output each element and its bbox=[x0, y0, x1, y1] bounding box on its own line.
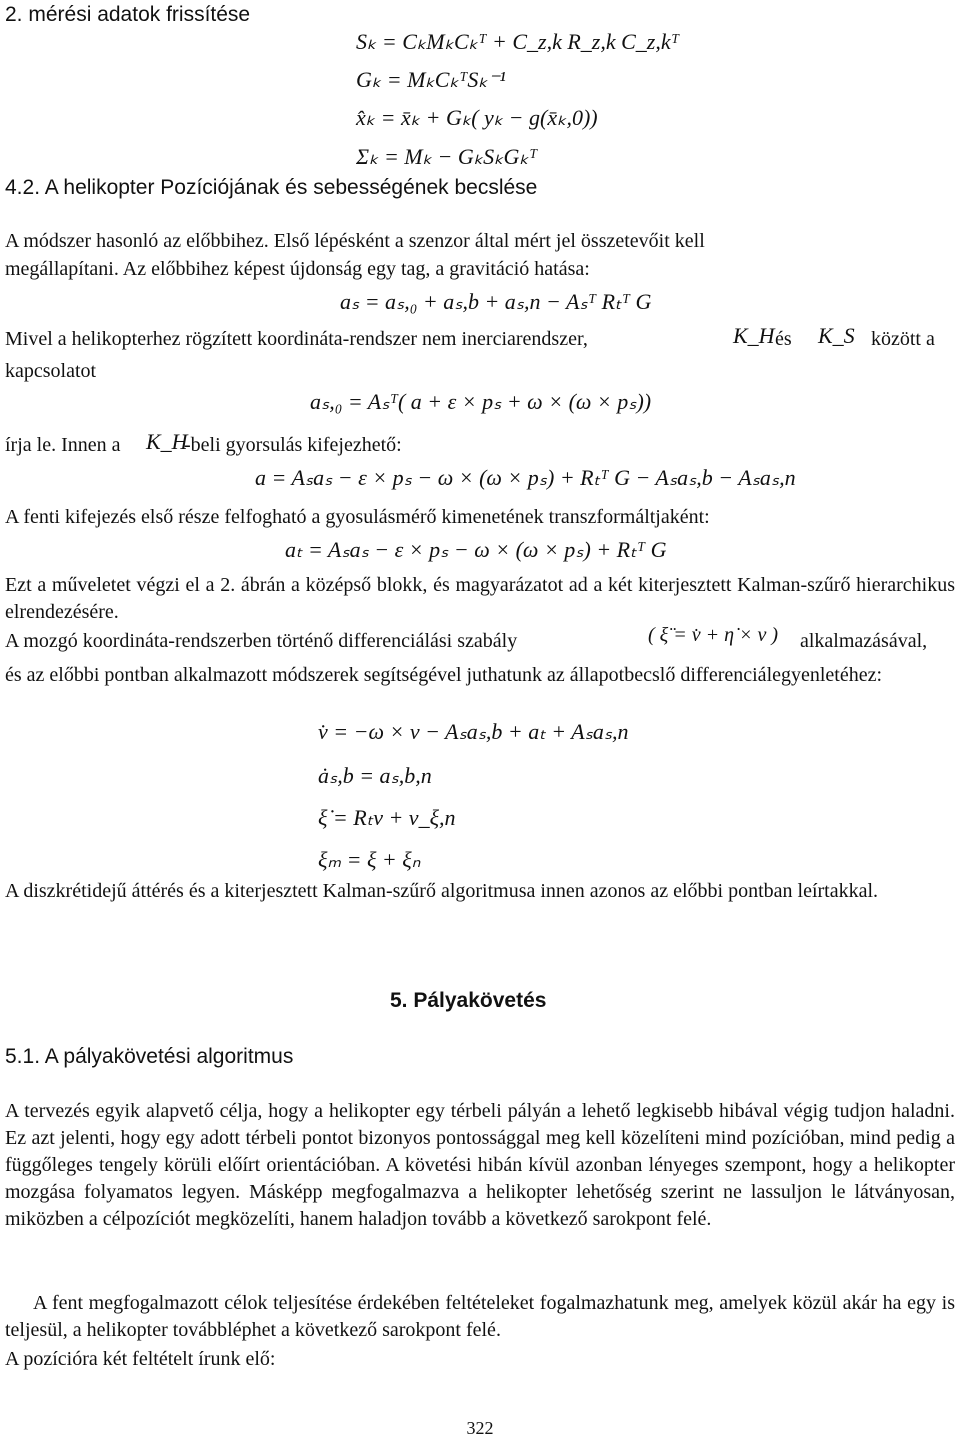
paragraph-diff-rule-rest: és az előbbi pontban alkalmazott módszerek segítségével juthatunk az állapotbecslő differenciálegyenletéhez: bbox=[5, 664, 883, 686]
paragraph-expression-b: -beli gyorsulás kifejezhető: bbox=[184, 434, 402, 456]
paragraph-frame-line1-b: és bbox=[775, 328, 792, 350]
equation-velocity-derivative: v̇ = −ω × v − Aₛaₛ,b + aₜ + Aₛaₛ,n bbox=[318, 719, 629, 744]
paragraph-method-line1: A módszer hasonló az előbbihez. Első lépésként a szenzor által mért jel összetevőit kell bbox=[5, 230, 705, 252]
paragraph-diff-rule-b: alkalmazásával, bbox=[800, 630, 928, 652]
equation-covariance-update: Σₖ = Mₖ − GₖSₖGₖᵀ bbox=[356, 144, 538, 169]
equation-diff-rule: ( ξ̈ = v̇ + η̇ × v ) bbox=[648, 624, 779, 646]
equation-innovation-covariance: Sₖ = CₖMₖCₖᵀ + C_z,k R_z,k C_z,kᵀ bbox=[356, 29, 680, 54]
paragraph-conditions: A fent megfogalmazott célok teljesítése érdekében feltételeket fogalmazhatunk meg, amelyek közül akár ha egy is teljesül, a helikopter továbbléphet a következő sarokpont felé. bbox=[5, 1292, 955, 1341]
paragraph-position-conditions: A pozícióra két feltételt írunk elő: bbox=[5, 1348, 276, 1370]
paragraph-discrete: A diszkrétidejű áttérés és a kiterjesztett Kalman-szűrő algoritmusa innen azonos az előbbi pontban leírtakkal. bbox=[5, 880, 879, 902]
equation-state-update: x̂ₖ = x̄ₖ + Gₖ( yₖ − g(x̄ₖ,0)) bbox=[356, 105, 598, 130]
equation-position-derivative: ξ̇ = Rₜv + v_ξ,n bbox=[318, 805, 456, 830]
symbol-kh-2: K_H bbox=[146, 429, 188, 454]
section-heading-5: 5. Pályakövetés bbox=[390, 989, 547, 1012]
paragraph-design-goal: A tervezés egyik alapvető célja, hogy a helikopter egy térbeli pályán a lehető legkisebb hibával végig tudjon haladni. Ez azt jelenti, hogy egy adott térbeli pontot bizonyos pontossággal meg kell közelíteni mind pozícióban, mind pedig a függőleges tengely körüli előírt orientációban. A követési hibán kívül azonban lényeges szempont, hogy a helikopter mozgása folyamatos legyen. Másképp megfogalmazva a helikopter lehetőség szerint ne lassuljon le látványosan, miközben a célpozíciót megközelíti, hanem haladjon tovább a következő sarokpont felé. bbox=[5, 1100, 955, 1230]
symbol-kh: K_H bbox=[733, 323, 775, 348]
paragraph-diff-rule-a: A mozgó koordináta-rendszerben történő differenciálási szabály bbox=[5, 630, 518, 652]
equation-bias-derivative: ȧₛ,b = aₛ,b,n bbox=[318, 763, 432, 788]
paragraph-transform: A fenti kifejezés első része felfogható a gyosulásmérő kimenetének transzformáltjaként: bbox=[5, 506, 710, 528]
section-heading-4-2: 4.2. A helikopter Pozíciójának és sebességének becslése bbox=[5, 176, 538, 199]
equation-accelerometer-transform: aₜ = Aₛaₛ − ε × pₛ − ω × (ω × pₛ) + Rₜᵀ G bbox=[285, 537, 667, 562]
equation-measured-position: ξₘ = ξ + ξₙ bbox=[318, 847, 421, 872]
paragraph-frame-line2: kapcsolatot bbox=[5, 360, 97, 382]
paragraph-frame-line1-c: között a bbox=[871, 328, 935, 350]
equation-acceleration-kh: a = Aₛaₛ − ε × pₛ − ω × (ω × pₛ) + Rₜᵀ G − Aₛaₛ,b − Aₛaₛ,n bbox=[255, 465, 796, 490]
equation-frame-relation: aₛ,₀ = Aₛᵀ( a + ε × pₛ + ω × (ω × pₛ)) bbox=[310, 389, 652, 414]
section-heading-5-1: 5.1. A pályakövetési algoritmus bbox=[5, 1045, 294, 1068]
symbol-ks: K_S bbox=[818, 323, 855, 348]
paragraph-frame-line1-a: Mivel a helikopterhez rögzített koordináta-rendszer nem inerciarendszer, bbox=[5, 328, 588, 350]
paragraph-expression-a: írja le. Innen a bbox=[5, 434, 121, 456]
page-number: 322 bbox=[466, 1418, 494, 1438]
paragraph-operation: Ezt a műveletet végzi el a 2. ábrán a középső blokk, és magyarázatot ad a két kiterjesztett Kalman-szűrő hierarchikus elrendezésére. bbox=[5, 574, 955, 623]
equation-kalman-gain: Gₖ = MₖCₖᵀSₖ⁻¹ bbox=[356, 67, 506, 92]
paragraph-method-line2: megállapítani. Az előbbihez képest újdonság egy tag, a gravitáció hatása: bbox=[5, 258, 590, 280]
equation-sensor-acceleration: aₛ = aₛ,₀ + aₛ,b + aₛ,n − Aₛᵀ Rₜᵀ G bbox=[340, 289, 652, 314]
section-heading-2: 2. mérési adatok frissítése bbox=[5, 3, 251, 26]
